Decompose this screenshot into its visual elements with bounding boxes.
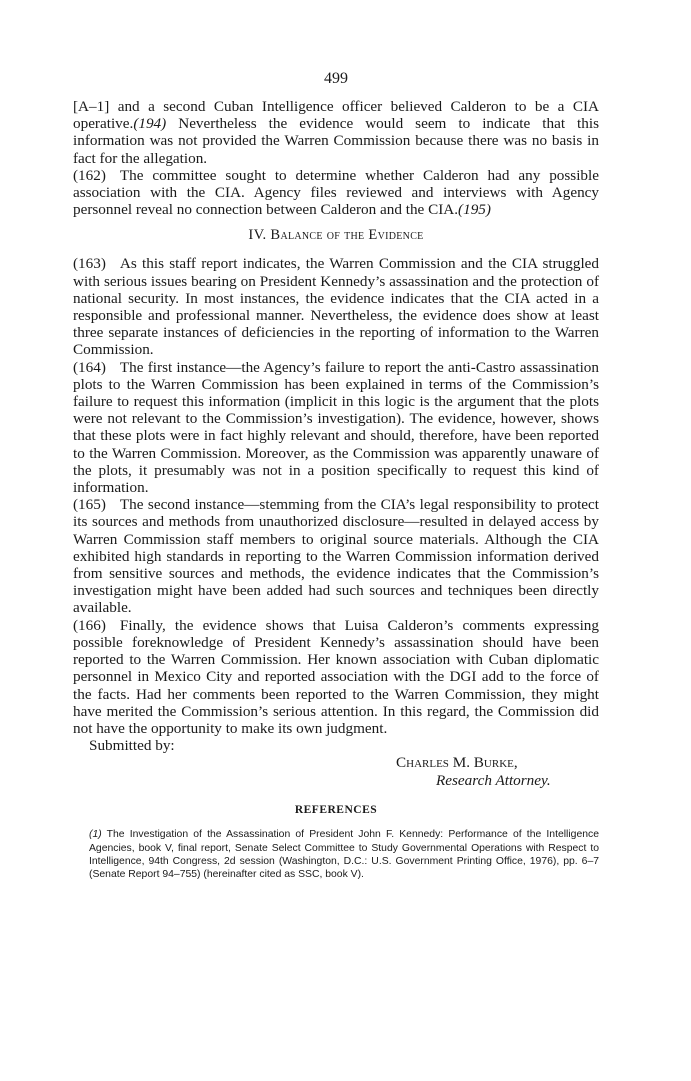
submitted-by: Submitted by: xyxy=(89,737,175,755)
paragraph-163-text: As this staff report indicates, the Warren Commission and the CIA struggled with serious issues bearing on President Kennedy’s assassination and the protection of national security. In most instances, the evidence indicates that the CIA acted in a responsible and professional manner. Nevertheless, the evidence does show at least three separate instances of deficiencies in the reporting of information to the Warren Commission. xyxy=(73,255,599,359)
intro-text-continued: Nevertheless the evidence would seem to indicate that this information was not provided the Warren Commission because there was no basis in fact for the allegation. xyxy=(73,115,599,167)
footnote-1 xyxy=(73,828,599,881)
paragraph-163 xyxy=(73,255,599,358)
citation-195: (195) xyxy=(458,201,491,219)
paragraph-164 xyxy=(73,359,599,497)
paragraph-165 xyxy=(73,496,599,616)
paragraph-number-163: (163) xyxy=(73,255,106,273)
paragraph-165-text: The second instance—stemming from the CIA’s legal responsibility to protect its sources and methods from unauthorized disclosure—resulted in delayed access by Warren Commission staff members to original source materials. Although the CIA exhibited high standards in reporting to the Warren Commission information derived from sensitive sources and methods, the evidence indicates that the Commission’s investigation might have been added had such sources and techniques been directly available. xyxy=(73,496,599,617)
references-heading: REFERENCES xyxy=(294,804,378,817)
paragraph-number-164: (164) xyxy=(73,358,106,376)
paragraph-166-text: Finally, the evidence shows that Luisa Calderon’s comments expressing possible foreknowledge of President Kennedy’s assassination should have been reported to the Warren Commission. Her known association with Cuban diplomatic personnel in Mexico City and reported association with the DGI add to the force of the facts. Had her comments been reported to the Warren Commission, they might have merited the Commission’s serious attention. In this regard, the Commission did not have the opportunity to make its own judgment. xyxy=(73,616,599,737)
paragraph-number-165: (165) xyxy=(73,496,106,514)
intro-paragraph xyxy=(73,98,599,167)
paragraph-162-text: The committee sought to determine whether Calderon had any possible association with the CIA. Agency files reviewed and interviews with Agency personnel reveal no connection between Calderon and the CIA. xyxy=(73,166,599,219)
paragraph-number-166: (166) xyxy=(73,616,106,634)
signature-title: Research Attorney. xyxy=(436,772,551,790)
intro-text: [A–1] and a second Cuban Intelligence officer believed Calderon to be a CIA operative. xyxy=(73,98,599,133)
paragraph-162 xyxy=(73,167,599,219)
section-heading: IV. Balance of the Evidence xyxy=(248,227,424,244)
paragraph-166 xyxy=(73,617,599,737)
paragraph-164-text: The first instance—the Agency’s failure to report the anti-Castro assassination plots to the Warren Commission has been explained in terms of the Commission’s failure to request this information (implicit in this logic is the argument that the plots were not relevant to the Commission’s investigation). The evidence, however, shows that these plots were in fact highly relevant and should, therefore, have been reported to the Warren Commission. Moreover, as the Commission was apparently unaware of the plots, it presumably was not in a position specifically to request this kind of information. xyxy=(73,358,599,497)
paragraph-number-162: (162) xyxy=(73,166,106,184)
signature-name: Charles M. Burke, xyxy=(396,754,518,772)
signature-block xyxy=(396,754,599,790)
page-number: 499 xyxy=(324,70,348,87)
text-column xyxy=(73,70,599,882)
footnote-text: The Investigation of the Assassination of President John F. Kennedy: Performance of the Intelligence Agencies, book V, final report, Senate Select Committee to Study Governmental Operations with Respect to Intelligence, 94th Congress, 2d session (Washington, D.C.: U.S. Government Printing Office, 1976), pp. 6–7 (Senate Report 94–755) (hereinafter cited as SSC, book V). xyxy=(89,829,599,881)
footnote-mark: (1) xyxy=(89,829,102,841)
citation-194: (194) xyxy=(133,115,167,133)
